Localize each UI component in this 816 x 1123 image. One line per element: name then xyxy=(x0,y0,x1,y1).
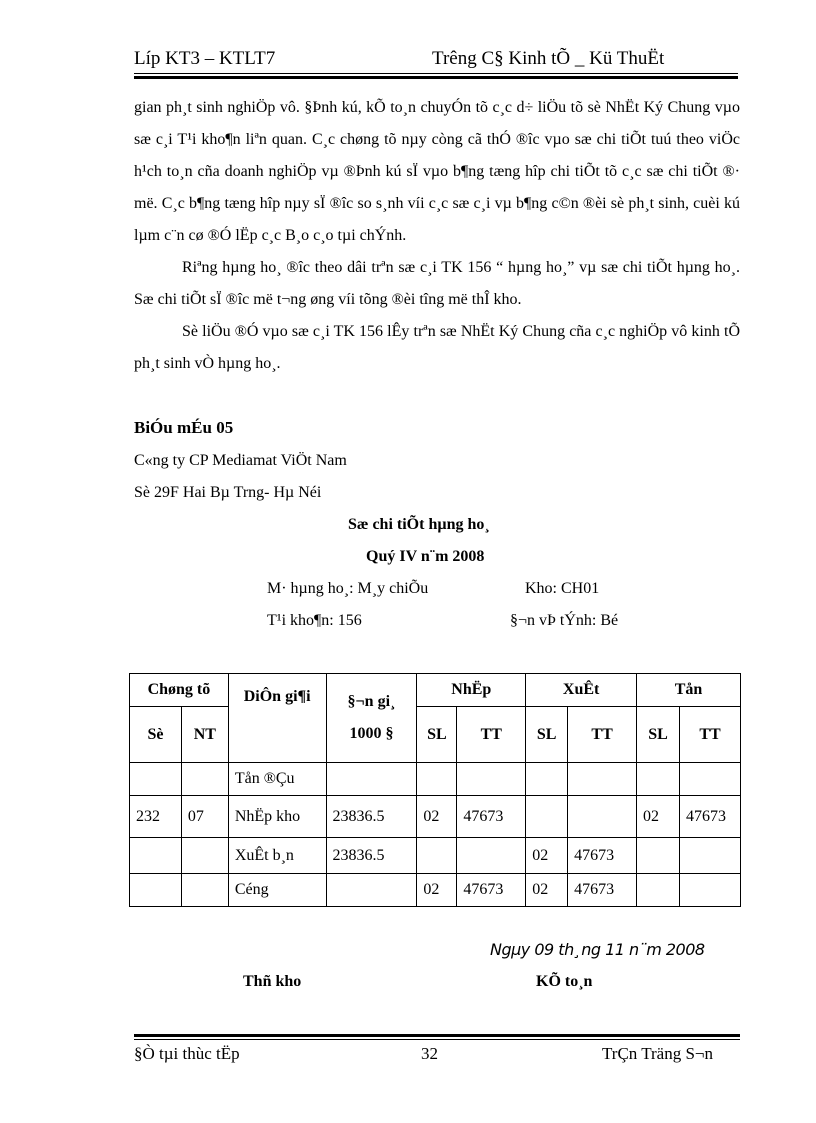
cell-no xyxy=(130,763,182,796)
cell-out-qty xyxy=(526,763,568,796)
cell-in-qty: 02 xyxy=(417,796,457,838)
footer-author: TrÇn Träng S¬n xyxy=(602,1044,714,1063)
header-price-label: §¬n gi¸ xyxy=(347,693,396,710)
ledger-title: Sæ chi tiÕt hµng ho¸ xyxy=(348,516,490,533)
footer-divider xyxy=(134,1034,740,1040)
header-school: Trêng C§ Kinh tÕ _ Kü ThuËt xyxy=(432,48,665,69)
unit-of-measure: §¬n vÞ tÝnh: Bé xyxy=(510,612,619,629)
cell-price: 23836.5 xyxy=(326,838,417,874)
cell-date xyxy=(181,874,228,907)
cell-in-qty xyxy=(417,838,457,874)
account-number: T¹i kho¶n: 156 xyxy=(267,612,362,629)
cell-in-amount: 47673 xyxy=(457,874,526,907)
page-header xyxy=(134,48,740,74)
cell-price: 23836.5 xyxy=(326,796,417,838)
cell-out-amount xyxy=(568,796,637,838)
header-unit-price xyxy=(326,674,417,763)
cell-out-amount xyxy=(568,763,637,796)
cell-in-amount xyxy=(457,763,526,796)
table-header-row xyxy=(130,674,741,707)
cell-price xyxy=(326,763,417,796)
header-bal-qty: SL xyxy=(637,707,680,763)
cell-date: 07 xyxy=(181,796,228,838)
header-voucher-date: NT xyxy=(181,707,228,763)
body-text xyxy=(134,92,740,380)
cell-out-amount: 47673 xyxy=(568,838,637,874)
header-out-qty: SL xyxy=(526,707,568,763)
header-divider xyxy=(134,73,738,79)
cell-bal-qty xyxy=(637,838,680,874)
header-class: Líp KT3 – KTLT7 xyxy=(134,48,276,69)
cell-in-qty: 02 xyxy=(417,874,457,907)
header-out-amount: TT xyxy=(568,707,637,763)
cell-date xyxy=(181,763,228,796)
cell-out-qty xyxy=(526,796,568,838)
cell-bal-qty xyxy=(637,874,680,907)
ledger-table xyxy=(129,673,741,907)
table-row xyxy=(130,763,741,796)
cell-bal-qty: 02 xyxy=(637,796,680,838)
cell-bal-amount xyxy=(679,874,740,907)
item-code: M· hµng ho¸: M¸y chiÕu xyxy=(267,580,429,597)
cell-desc: Céng xyxy=(228,874,326,907)
cell-bal-amount xyxy=(679,838,740,874)
header-price-unit: 1000 § xyxy=(349,725,394,742)
header-balance: Tån xyxy=(637,674,741,707)
header-in-qty: SL xyxy=(417,707,457,763)
cell-out-qty: 02 xyxy=(526,838,568,874)
cell-out-amount: 47673 xyxy=(568,874,637,907)
header-voucher-no: Sè xyxy=(130,707,182,763)
header-in-amount: TT xyxy=(457,707,526,763)
cell-desc: NhËp kho xyxy=(228,796,326,838)
cell-date xyxy=(181,838,228,874)
table-row xyxy=(130,874,741,907)
cell-bal-qty xyxy=(637,763,680,796)
footer-topic: §Ò tµi thùc tËp xyxy=(134,1044,240,1063)
company-address: Sè 29F Hai Bµ Trng- Hµ Néi xyxy=(134,484,322,501)
header-outbound: XuÊt xyxy=(526,674,637,707)
signature-date: Ngµy 09 th¸ng 11 n¨m 2008 xyxy=(490,940,705,959)
header-voucher: Chøng tõ xyxy=(130,674,229,707)
cell-out-qty: 02 xyxy=(526,874,568,907)
cell-no: 232 xyxy=(130,796,182,838)
paragraph-1: gian ph¸t sinh nghiÖp vô. §Þnh kú, kÕ to¸n chuyÓn tõ c¸c d÷ liÖu tõ sè NhËt Ký Chung vµo sæ c¸i T¹i kho¶n liªn quan. C¸c chøng tõ nµy còng cã thÓ ®îc vµo sæ chi tiÕt tuú theo viÖc h¹ch to¸n cña doanh nghiÖp vµ ®Þnh kú sÏ vµo b¶ng tæng hîp chi tiÕt tõ c¸c sæ chi tiÕt ®· më. C¸c b¶ng tæng hîp nµy sÏ ®îc so s¸nh víi c¸c sæ c¸i vµ b¶ng c©n ®èi sè ph¸t sinh, cuèi kú lµm c¨n cø ®Ó lËp c¸c B¸o c¸o tµi chÝnh. xyxy=(134,99,740,244)
page-number: 32 xyxy=(421,1044,438,1063)
table-subheader-row xyxy=(130,707,741,763)
cell-desc: XuÊt b¸n xyxy=(228,838,326,874)
cell-no xyxy=(130,838,182,874)
accountant-label: KÕ to¸n xyxy=(536,973,593,990)
paragraph-2: Riªng hµng ho¸ ®îc theo dâi trªn sæ c¸i TK 156 “ hµng ho¸” vµ sæ chi tiÕt hµng ho¸. Sæ chi tiÕt sÏ ®îc më t¬ng øng víi tõng ®èi tîng më thÎ kho. xyxy=(134,259,740,308)
header-bal-amount: TT xyxy=(679,707,740,763)
company-name: C«ng ty CP Mediamat ViÖt Nam xyxy=(134,452,347,469)
header-description: DiÔn gi¶i xyxy=(228,674,326,763)
cell-in-qty xyxy=(417,763,457,796)
form-label: BiÓu mÉu 05 xyxy=(134,418,234,437)
cell-price xyxy=(326,874,417,907)
paragraph-3: Sè liÖu ®Ó vµo sæ c¸i TK 156 lÊy trªn sæ NhËt Ký Chung cña c¸c nghiÖp vô kinh tÕ ph¸t sinh vÒ hµng ho¸. xyxy=(134,323,740,372)
cell-bal-amount xyxy=(679,763,740,796)
table-row xyxy=(130,796,741,838)
cell-no xyxy=(130,874,182,907)
cell-desc: Tån ®Çu xyxy=(228,763,326,796)
cell-bal-amount: 47673 xyxy=(679,796,740,838)
warehouse-code: Kho: CH01 xyxy=(525,580,600,597)
storekeeper-label: Thñ kho xyxy=(243,973,302,990)
ledger-period: Quý IV n¨m 2008 xyxy=(366,548,485,565)
cell-in-amount: 47673 xyxy=(457,796,526,838)
header-inbound: NhËp xyxy=(417,674,526,707)
cell-in-amount xyxy=(457,838,526,874)
table-row xyxy=(130,838,741,874)
